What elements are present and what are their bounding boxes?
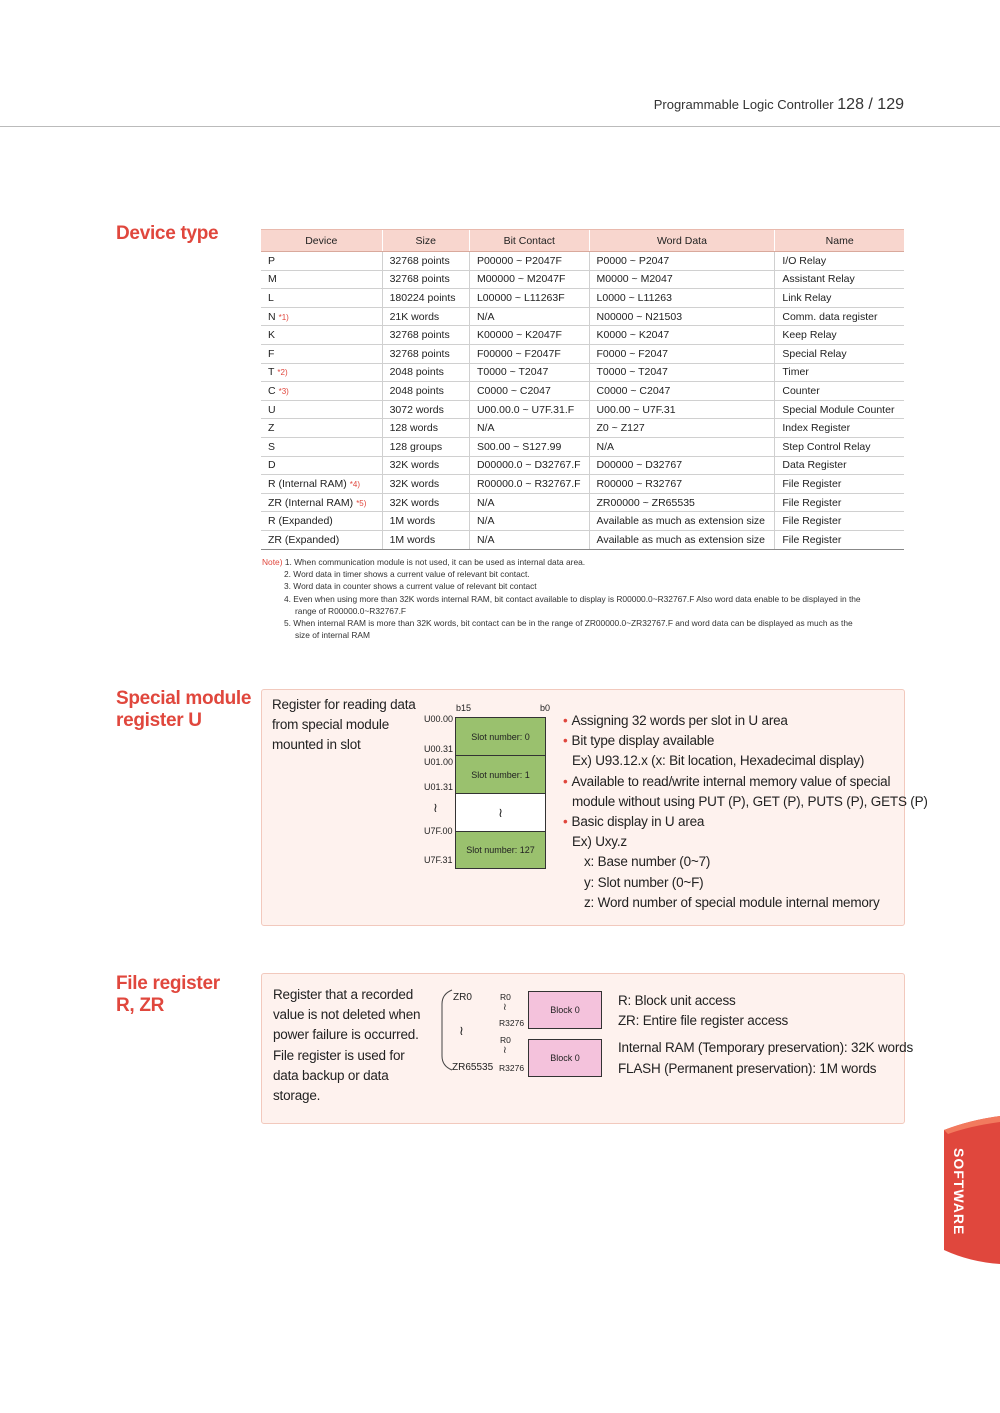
cell-text: U00.00.0 ~ U7F.31.F	[476, 403, 575, 416]
table-cell-device	[261, 456, 382, 475]
table-cell-size	[382, 419, 469, 438]
addr-label: U7F.00	[424, 826, 453, 836]
bullet-item	[563, 711, 928, 731]
cell-text: R00000.0 ~ R32767.F	[476, 477, 581, 490]
cell-text: T	[268, 366, 275, 379]
table-cell-bit	[469, 326, 589, 345]
bullet-item	[563, 812, 928, 832]
cell-text: N/A	[476, 422, 495, 435]
table-cell-name	[775, 289, 904, 308]
cell-text: N/A	[596, 440, 615, 453]
bullet-text: x: Base number (0~7)	[584, 854, 711, 870]
access-line: ZR: Entire file register access	[618, 1013, 789, 1029]
cell-text: File Register	[782, 515, 842, 528]
bullet-text: Basic display in U area	[571, 814, 705, 830]
cell-text: R00000 ~ R32767	[596, 477, 683, 490]
cell-text: 2048 points	[389, 384, 444, 397]
table-cell-size	[382, 344, 469, 363]
table-cell-name	[775, 307, 904, 326]
r-top-tilde: ≀	[503, 1002, 507, 1013]
section-title-special-module	[116, 688, 251, 732]
cell-text: D00000 ~ D32767	[596, 459, 683, 472]
cell-text: P0000 ~ P2047	[596, 254, 670, 267]
storage-line: Internal RAM (Temporary preservation): 32K words	[618, 1040, 914, 1056]
slot-ellipsis-block: ≀	[455, 793, 546, 832]
cell-text: 1M words	[389, 515, 436, 528]
cell-text: 32K words	[389, 459, 440, 472]
table-cell-name	[775, 382, 904, 401]
storage-line: FLASH (Permanent preservation): 1M words	[618, 1060, 877, 1076]
table-cell-device	[261, 419, 382, 438]
cell-text: I/O Relay	[782, 254, 827, 267]
table-cell-bit	[469, 419, 589, 438]
table-cell-name	[775, 400, 904, 419]
table-cell-device	[261, 326, 382, 345]
table-cell-name	[775, 419, 904, 438]
addr-label: U01.31	[424, 782, 454, 792]
table-row	[261, 400, 904, 419]
bullet-dot: •	[563, 733, 568, 749]
table-cell-word	[589, 363, 775, 382]
note-marker: *3)	[278, 386, 289, 396]
cell-text: 3072 words	[389, 403, 444, 416]
table-cell-size	[382, 307, 469, 326]
bullet-item	[563, 832, 928, 852]
cell-text: ZR00000 ~ ZR65535	[596, 496, 695, 509]
table-cell-device	[261, 363, 382, 382]
note-marker: *4)	[349, 479, 360, 489]
bullet-item	[563, 873, 928, 893]
table-row	[261, 456, 904, 475]
cell-text: S	[268, 440, 276, 453]
bullet-text: y: Slot number (0~F)	[584, 874, 704, 890]
table-row	[261, 382, 904, 401]
table-row	[261, 270, 904, 289]
table-cell-size	[382, 363, 469, 382]
device-type-table	[261, 229, 904, 550]
table-cell-device	[261, 400, 382, 419]
r-bot-start: R0	[500, 1035, 511, 1045]
cell-text: Comm. data register	[782, 310, 878, 323]
file-register-description	[273, 985, 420, 1106]
cell-text: C0000 ~ C2047	[476, 384, 551, 397]
cell-text: ZR (Internal RAM)	[268, 496, 354, 509]
bit-15-label: b15	[456, 703, 472, 713]
table-cell-name	[775, 493, 904, 512]
table-cell-name	[775, 512, 904, 531]
cell-text: F00000 ~ F2047F	[476, 347, 561, 360]
cell-text: ZR (Expanded)	[268, 533, 340, 546]
bullet-item	[563, 792, 928, 812]
cell-text: N00000 ~ N21503	[596, 310, 683, 323]
table-cell-bit	[469, 289, 589, 308]
cell-text: N/A	[476, 515, 495, 528]
file-title-line2: R, ZR	[116, 995, 165, 1016]
desc-line: power failure is occurred.	[273, 1027, 419, 1043]
addr-label: U7F.31	[424, 855, 453, 865]
note-3: 3. Word data in counter shows a current value of relevant bit contact	[284, 581, 537, 592]
cell-text: Z0 ~ Z127	[596, 422, 645, 435]
bullet-text: Ex) U93.12.x (x: Bit location, Hexadecimal display)	[572, 753, 865, 769]
table-cell-size	[382, 252, 469, 271]
special-title-line1: Special module	[116, 688, 252, 709]
note-5-cont: size of internal RAM	[295, 630, 370, 641]
bullet-dot: •	[563, 713, 568, 728]
bullet-dot: •	[563, 814, 568, 830]
cell-text: File Register	[782, 496, 842, 509]
table-cell-word	[589, 419, 775, 438]
note-4-cont: range of R00000.0~R32767.F	[295, 605, 407, 616]
col-device: Device	[261, 230, 382, 252]
table-cell-name	[775, 326, 904, 345]
table-cell-word	[589, 400, 775, 419]
table-cell-bit	[469, 512, 589, 531]
r-top-start: R0	[500, 992, 511, 1002]
cell-text: Special Module Counter	[782, 403, 895, 416]
table-cell-size	[382, 326, 469, 345]
table-row	[261, 344, 904, 363]
header-title-text: Programmable Logic Controller	[653, 97, 834, 112]
desc-line: data backup or data	[273, 1067, 389, 1083]
table-cell-device	[261, 530, 382, 549]
table-cell-device	[261, 307, 382, 326]
cell-text: N/A	[476, 310, 495, 323]
table-row	[261, 493, 904, 512]
addr-label: U00.00	[424, 714, 454, 724]
cell-text: D00000.0 ~ D32767.F	[476, 459, 581, 472]
table-cell-bit	[469, 363, 589, 382]
table-row	[261, 363, 904, 382]
cell-text: 32768 points	[389, 347, 450, 360]
section-title-file-register	[116, 973, 220, 1017]
table-cell-bit	[469, 530, 589, 549]
desc-line: Register that a recorded	[273, 987, 414, 1002]
cell-text: Data Register	[782, 459, 847, 472]
cell-text: N/A	[476, 496, 495, 509]
table-cell-name	[775, 270, 904, 289]
table-cell-bit	[469, 493, 589, 512]
table-row	[261, 512, 904, 531]
table-cell-bit	[469, 382, 589, 401]
table-cell-word	[589, 307, 775, 326]
table-cell-word	[589, 344, 775, 363]
cell-text: M00000 ~ M2047F	[476, 273, 566, 286]
table-row	[261, 252, 904, 271]
table-cell-size	[382, 270, 469, 289]
cell-text: S00.00 ~ S127.99	[476, 440, 562, 453]
file-title-line1: File register	[116, 973, 220, 994]
bullet-text: Assigning 32 words per slot in U area	[571, 713, 788, 728]
table-row	[261, 530, 904, 549]
notes-label: Note)	[262, 557, 283, 567]
desc-line: value is not deleted when	[273, 1007, 421, 1023]
note-marker: *1)	[278, 312, 289, 322]
cell-text: Available as much as extension size	[596, 533, 765, 546]
table-cell-device	[261, 270, 382, 289]
cell-text: M	[268, 273, 277, 286]
bullet-item	[563, 893, 928, 913]
zr-ellipsis: ≀	[459, 1023, 464, 1038]
table-cell-bit	[469, 437, 589, 456]
desc-line: Register for reading data	[272, 697, 416, 712]
table-cell-word	[589, 530, 775, 549]
bullet-item	[563, 852, 928, 872]
cell-text: F0000 ~ F2047	[596, 347, 669, 360]
note-marker: *2)	[277, 368, 288, 378]
note-4: 4. Even when using more than 32K words internal RAM, bit contact available to display is R00000.0~R32767.F Also word data enable to be displayed in the	[284, 593, 861, 604]
cell-text: K0000 ~ K2047	[596, 329, 670, 342]
bullet-text: Available to read/write internal memory value of special	[571, 773, 891, 789]
cell-text: M0000 ~ M2047	[596, 273, 673, 286]
cell-text: F	[268, 347, 275, 360]
table-cell-bit	[469, 307, 589, 326]
r-bot-end: R3276	[499, 1063, 525, 1073]
table-cell-bit	[469, 252, 589, 271]
table-cell-word	[589, 270, 775, 289]
cell-text: Link Relay	[782, 291, 832, 304]
bullet-item	[563, 772, 928, 792]
block-0-bottom: Block 0	[528, 1039, 602, 1077]
access-line: R: Block unit access	[618, 993, 736, 1008]
device-table-body	[261, 252, 904, 550]
desc-line: File register is used for	[273, 1047, 405, 1063]
table-notes	[262, 556, 902, 641]
table-cell-device	[261, 475, 382, 494]
slot-1-block: Slot number: 1	[455, 755, 546, 794]
cell-text: Z	[268, 422, 275, 435]
cell-text: 32K words	[389, 477, 440, 490]
table-cell-word	[589, 289, 775, 308]
addr-ellipsis: ≀	[433, 800, 438, 815]
cell-text: K00000 ~ K2047F	[476, 329, 562, 342]
note-1: 1. When communication module is not used, it can be used as internal data area.	[284, 557, 586, 567]
cell-text: 2048 points	[389, 366, 444, 379]
table-cell-word	[589, 252, 775, 271]
cell-text: Timer	[782, 366, 809, 379]
addr-label: U00.31	[424, 744, 454, 754]
bullet-item	[563, 731, 928, 751]
table-cell-size	[382, 530, 469, 549]
cell-text: D	[268, 459, 276, 472]
table-cell-word	[589, 456, 775, 475]
bullet-text: module without using PUT (P), GET (P), PUTS (P), GETS (P)	[572, 793, 928, 809]
table-cell-word	[589, 326, 775, 345]
cell-text: L	[268, 291, 274, 304]
col-size: Size	[382, 230, 469, 252]
table-cell-size	[382, 400, 469, 419]
r-bot-tilde: ≀	[503, 1045, 507, 1056]
table-cell-name	[775, 363, 904, 382]
table-header-row	[261, 230, 904, 252]
table-cell-device	[261, 344, 382, 363]
cell-text: 180224 points	[389, 291, 456, 304]
cell-text: Index Register	[782, 422, 851, 435]
section-title-device-type: Device type	[116, 223, 219, 244]
table-cell-name	[775, 530, 904, 549]
special-title-line2: register U	[116, 710, 202, 731]
zr-end-label: ZR65535	[452, 1062, 494, 1073]
cell-text: U	[268, 403, 276, 416]
cell-text: N/A	[476, 533, 495, 546]
table-cell-device	[261, 437, 382, 456]
table-cell-word	[589, 382, 775, 401]
table-cell-name	[775, 456, 904, 475]
table-cell-bit	[469, 344, 589, 363]
cell-text: L0000 ~ L11263	[596, 291, 672, 304]
table-row	[261, 326, 904, 345]
bullet-item	[563, 751, 928, 771]
table-cell-name	[775, 437, 904, 456]
slot-0-block: Slot number: 0	[455, 717, 546, 756]
cell-text: C0000 ~ C2047	[596, 384, 671, 397]
bullet-text: Ex) Uxy.z	[572, 834, 627, 850]
cell-text: N	[268, 310, 276, 323]
cell-text: Counter	[782, 384, 820, 397]
cell-text: R (Internal RAM)	[268, 477, 347, 490]
table-cell-size	[382, 437, 469, 456]
note-2: 2. Word data in timer shows a current value of relevant bit contact.	[284, 569, 530, 580]
cell-text: Available as much as extension size	[596, 515, 765, 528]
table-cell-size	[382, 512, 469, 531]
cell-text: 32768 points	[389, 329, 450, 342]
table-row	[261, 419, 904, 438]
cell-text: R (Expanded)	[268, 515, 333, 528]
r-top-end: R3276	[499, 1018, 525, 1028]
table-row	[261, 289, 904, 308]
desc-line: mounted in slot	[272, 737, 361, 753]
cell-text: T0000 ~ T2047	[476, 366, 549, 379]
special-module-description	[272, 695, 416, 756]
table-cell-size	[382, 456, 469, 475]
table-cell-device	[261, 289, 382, 308]
table-cell-word	[589, 512, 775, 531]
cell-text: 1M words	[389, 533, 436, 546]
table-cell-bit	[469, 475, 589, 494]
table-cell-bit	[469, 270, 589, 289]
cell-text: File Register	[782, 533, 842, 546]
cell-text: Special Relay	[782, 347, 847, 360]
table-cell-device	[261, 512, 382, 531]
cell-text: 128 groups	[389, 440, 443, 453]
table-cell-size	[382, 289, 469, 308]
table-row	[261, 307, 904, 326]
table-cell-device	[261, 493, 382, 512]
cell-text: L00000 ~ L11263F	[476, 291, 565, 304]
table-cell-bit	[469, 400, 589, 419]
cell-text: P00000 ~ P2047F	[476, 254, 562, 267]
table-cell-size	[382, 493, 469, 512]
bullet-dot: •	[563, 773, 568, 789]
note-marker: *5)	[356, 498, 367, 508]
desc-line: storage.	[273, 1088, 321, 1104]
cell-text: P	[268, 254, 276, 267]
cell-text: Step Control Relay	[782, 440, 871, 453]
table-cell-device	[261, 252, 382, 271]
bit-0-label: b0	[540, 703, 551, 713]
cell-text: 32768 points	[389, 254, 450, 267]
cell-text: Keep Relay	[782, 329, 837, 342]
table-row	[261, 437, 904, 456]
slot-127-block: Slot number: 127	[455, 831, 546, 869]
cell-text: 32K words	[389, 496, 440, 509]
block-0-top: Block 0	[528, 991, 602, 1029]
page-number: 128 / 129	[837, 96, 904, 113]
table-cell-device	[261, 382, 382, 401]
table-cell-size	[382, 382, 469, 401]
cell-text: C	[268, 384, 276, 397]
cell-text: File Register	[782, 477, 842, 490]
col-word-data: Word Data	[589, 230, 775, 252]
cell-text: Assistant Relay	[782, 273, 855, 286]
addr-label: U01.00	[424, 757, 454, 767]
table-cell-size	[382, 475, 469, 494]
table-cell-bit	[469, 456, 589, 475]
table-cell-word	[589, 475, 775, 494]
cell-text: K	[268, 329, 276, 342]
side-tab-label: SOFTWARE	[951, 1148, 967, 1236]
header-divider	[0, 126, 1000, 127]
col-bit-contact: Bit Contact	[469, 230, 589, 252]
cell-text: U00.00 ~ U7F.31	[596, 403, 676, 416]
bullet-text: z: Word number of special module internal memory	[584, 894, 880, 910]
cell-text: T0000 ~ T2047	[596, 366, 668, 379]
table-cell-word	[589, 493, 775, 512]
zr-start-label: ZR0	[453, 992, 472, 1003]
table-cell-name	[775, 475, 904, 494]
col-name: Name	[775, 230, 904, 252]
table-cell-name	[775, 344, 904, 363]
note-5: 5. When internal RAM is more than 32K words, bit contact can be in the range of ZR00000.0~ZR32767.F and word data can be displayed as much as the	[284, 618, 853, 629]
desc-line: from special module	[272, 717, 390, 733]
special-module-bullets	[563, 711, 928, 913]
table-row	[261, 475, 904, 494]
header-title	[654, 96, 904, 114]
bullet-text: Bit type display available	[571, 733, 715, 749]
file-register-access-notes	[618, 991, 913, 1079]
cell-text: 32768 points	[389, 273, 450, 286]
table-cell-word	[589, 437, 775, 456]
cell-text: 21K words	[389, 310, 440, 323]
table-cell-name	[775, 252, 904, 271]
cell-text: 128 words	[389, 422, 439, 435]
